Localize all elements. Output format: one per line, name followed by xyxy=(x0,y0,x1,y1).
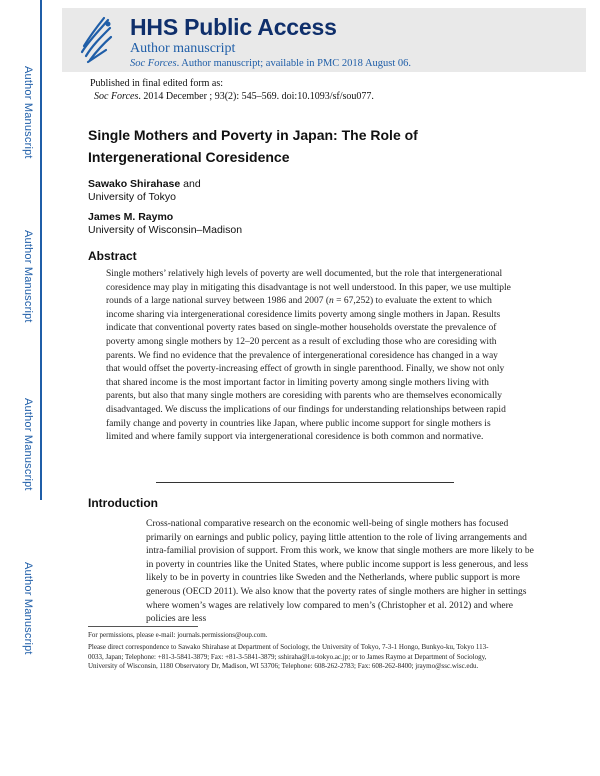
banner-subtitle: Author manuscript xyxy=(130,41,236,56)
sidebar-author-manuscript-label: Author Manuscript xyxy=(22,230,34,323)
published-citation-text: . 2014 December ; 93(2): 545–569. doi:10.1093/sf/sou077. xyxy=(138,91,374,102)
sidebar-author-manuscript-label: Author Manuscript xyxy=(22,66,34,159)
abstract-heading: Abstract xyxy=(88,249,137,263)
published-label: Published in final edited form as: xyxy=(90,78,224,89)
banner-citation-text: . Author manuscript; available in PMC 2018 August 06. xyxy=(176,58,412,69)
banner-journal: Soc Forces xyxy=(130,58,177,69)
sidebar-author-manuscript-label: Author Manuscript xyxy=(22,398,34,491)
author-block xyxy=(88,211,242,237)
author-name: Sawako Shirahase xyxy=(88,178,181,190)
introduction-heading: Introduction xyxy=(88,496,158,510)
author-block xyxy=(88,178,201,204)
abstract-text-part1: Single mothers’ relatively high levels of poverty are well documented, but the role that intergenerational coresidence may play in mitigating this disadvantage is not well understood. In this paper, we use multiple rounds of a large national survey between 1986 and 2007 ( xyxy=(106,269,511,307)
published-journal: Soc Forces xyxy=(94,91,139,102)
article-title: Single Mothers and Poverty in Japan: The Role of Intergenerational Coresidence xyxy=(88,127,418,165)
sidebar-divider xyxy=(40,0,42,500)
introduction-text: Cross-national comparative research on the economic well-being of single mothers has focused primarily on earnings and public policy, paying little attention to the role of living arrangements and intra-familial provision of support. From this work, we know that single mothers are more likely to be in poverty in countries like the United States, where public income support is less generous, and less likely to be in poverty in countries like Sweden and the Netherlands, where public support is more generous (OECD 2011). We also know that the poverty rates of single mothers are higher in settings where women’s wages are relatively low compared to men’s (Christopher et al. 2012) and where policies are less xyxy=(146,519,534,625)
author-affiliation: University of Tokyo xyxy=(88,191,176,203)
published-citation xyxy=(90,90,374,103)
hhs-eagle-icon xyxy=(78,12,114,68)
footnote-correspondence: Please direct correspondence to Sawako Shirahase at Department of Sociology, the University of Tokyo, 7-3-1 Hongo, Bunkyo-ku, Tokyo 113-0033, Japan; Telephone: +81-3-5841-3879; Fax: +81-3-5841-3879; sshiraha@l.u-tokyo.ac.jp; or to James Raymo at Department of Sociology, University of Wisconsin, 1180 Observatory Dr, Madison, WI 53706; Telephone: 608-262-2783; Fax: 608-262-8400; jraymo@ssc.wisc.edu. xyxy=(88,643,489,670)
footnote-permissions: For permissions, please e-mail: journals.permissions@oup.com. xyxy=(88,631,268,639)
banner-citation xyxy=(130,58,411,69)
abstract-n-symbol: n xyxy=(329,296,334,307)
abstract-text-part2: = 67,252) to evaluate the extent to which income sharing via intergenerational coresidence limits poverty among single mothers in Japan. Results indicate that conventional poverty rates based on single-mother households overstate the prevalence of poverty among single mothers by 12–20 percent as a result of excluding those who are coresiding with parents. We find no evidence that the prevalence of intergenerational coresidence has changed in a way that would offset the poverty-increasing effect of growth in single parenthood. Finally, we show not only that shared income is the most important factor in limiting poverty among single mothers living with parents, but also that many single mothers are coresiding with parents who are themselves economically disadvantaged. We discuss the implications of our findings for understanding relationships between rapid family change and poverty in countries like Japan, where public income support for single mothers is limited and where family support via intergenerational coresidence is both common and normative. xyxy=(106,296,506,443)
abstract-text xyxy=(106,268,511,445)
sidebar-author-manuscript-label: Author Manuscript xyxy=(22,562,34,655)
author-affiliation: University of Wisconsin–Madison xyxy=(88,224,243,236)
section-divider xyxy=(156,482,454,483)
footnote-divider xyxy=(88,626,198,627)
published-info xyxy=(90,77,374,103)
author-name: James M. Raymo xyxy=(88,211,174,223)
author-connector: and xyxy=(180,178,201,190)
banner-title: HHS Public Access xyxy=(130,14,337,40)
